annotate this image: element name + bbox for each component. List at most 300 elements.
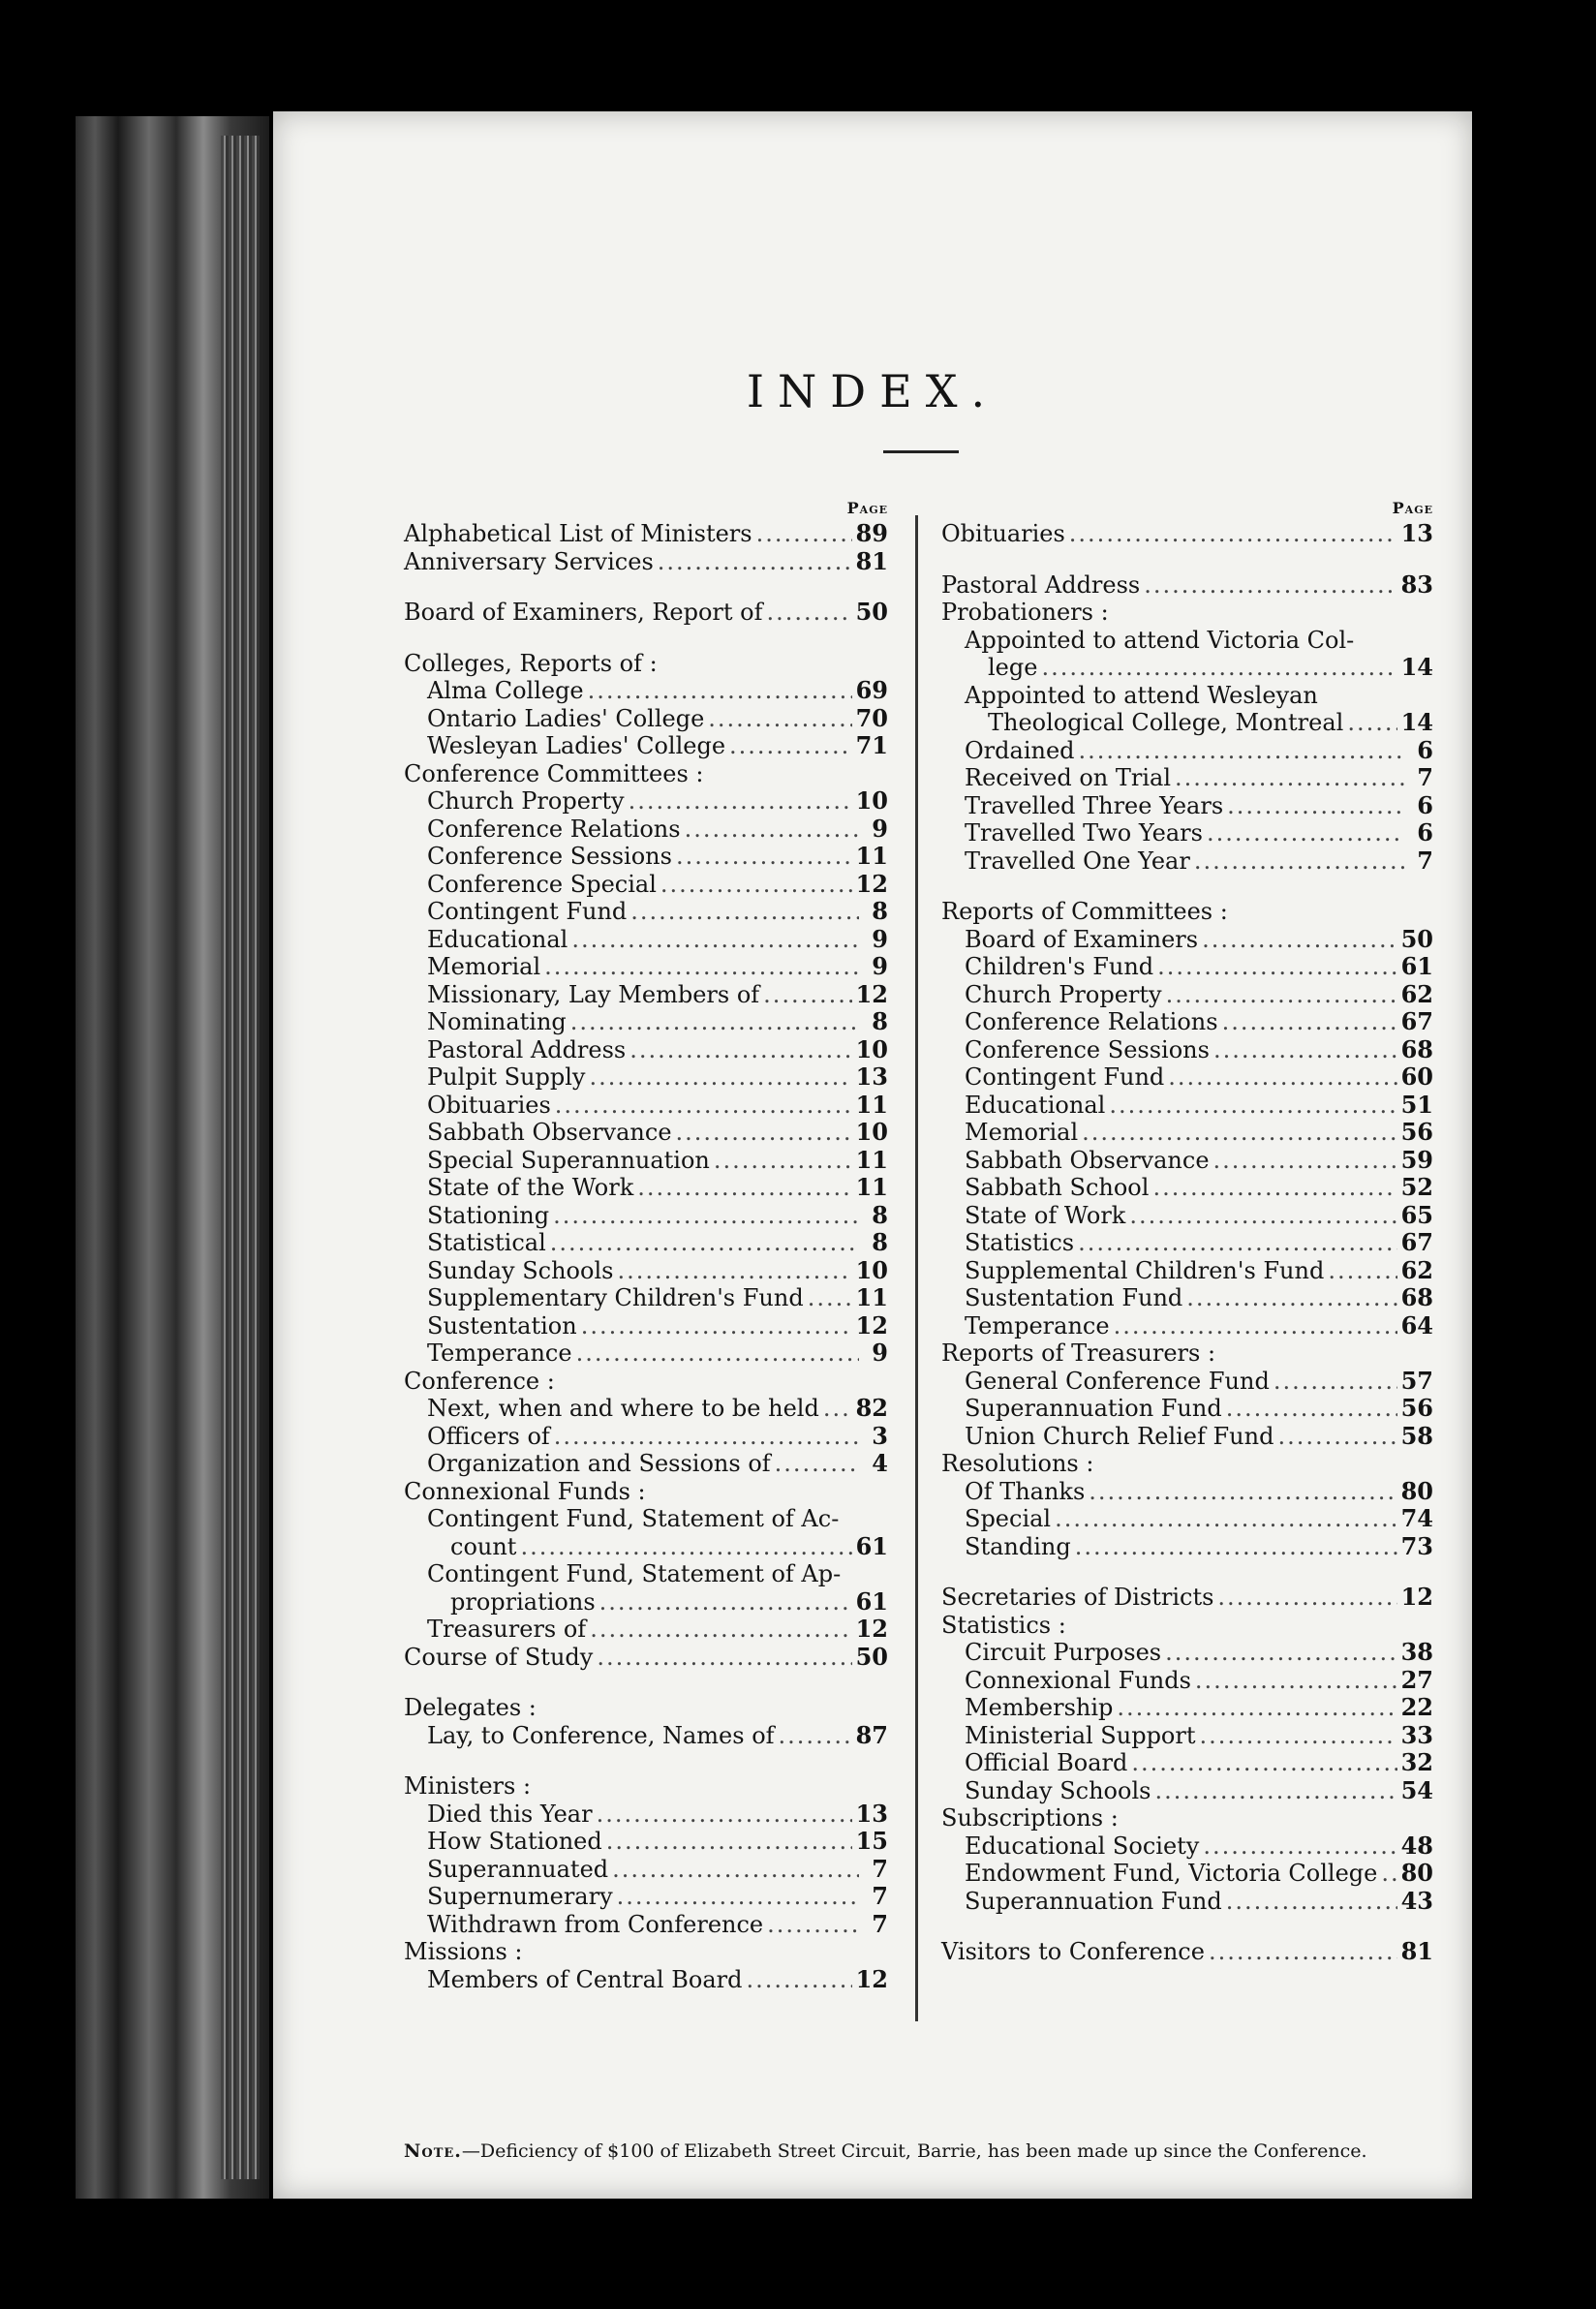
entry-label: Conference Relations <box>965 1008 1218 1035</box>
leader-dots <box>1055 1505 1396 1533</box>
entry-label: Supplemental Children's Fund <box>965 1256 1325 1284</box>
index-entry <box>404 1938 888 1966</box>
entry-label: Educational Society <box>965 1832 1200 1860</box>
index-entry <box>941 1612 1433 1640</box>
leader-dots <box>775 1450 859 1478</box>
entry-label: How Stationed <box>427 1828 602 1855</box>
index-entry <box>404 1616 888 1644</box>
leader-dots <box>767 599 852 627</box>
index-entry <box>941 1202 1433 1230</box>
entry-label: Delegates : <box>404 1694 537 1721</box>
entry-label: State of the Work <box>427 1174 634 1201</box>
leader-dots <box>1082 1119 1396 1147</box>
index-entry <box>941 1368 1433 1396</box>
entry-page-number: 69 <box>855 676 888 704</box>
entry-page-number: 11 <box>855 1173 888 1201</box>
entry-page-number: 89 <box>855 519 888 547</box>
leader-dots <box>660 871 852 899</box>
entry-label: Travelled Two Years <box>965 819 1203 847</box>
entry-label: Church Property <box>427 787 625 815</box>
index-column-right <box>941 499 1433 1966</box>
entry-page-number: 56 <box>1400 1118 1433 1146</box>
leader-dots <box>1157 953 1396 981</box>
entry-label: Official Board <box>965 1749 1128 1776</box>
page-title: INDEX. <box>746 365 999 417</box>
index-entry <box>404 816 888 844</box>
index-entry <box>404 1911 888 1939</box>
entry-label: Temperance <box>427 1339 572 1367</box>
entry-label: Contingent Fund <box>965 1063 1165 1091</box>
index-entry <box>404 926 888 954</box>
index-entry <box>941 1639 1433 1667</box>
leader-dots <box>555 1092 852 1120</box>
entry-label: Superannuation Fund <box>965 1887 1222 1915</box>
entry-page-number: 73 <box>1400 1531 1433 1560</box>
entry-page-number: 4 <box>872 1449 888 1477</box>
entry-page-number: 6 <box>1417 818 1433 847</box>
index-entry <box>941 847 1433 876</box>
entry-label: Pulpit Supply <box>427 1063 586 1091</box>
entry-page-number: 10 <box>855 1118 888 1146</box>
entry-label: Sabbath Observance <box>965 1146 1210 1174</box>
entry-page-number: 82 <box>855 1394 888 1422</box>
entry-page-number: 11 <box>855 1283 888 1311</box>
leader-dots <box>1078 1229 1396 1257</box>
index-entry <box>404 1505 888 1560</box>
leader-dots <box>1079 737 1404 765</box>
entry-label: Conference Sessions <box>427 843 672 870</box>
footnote-lead: Note. <box>404 2140 462 2162</box>
entry-label: Alphabetical List of Ministers <box>404 520 752 547</box>
leader-dots <box>1089 1478 1396 1506</box>
entry-label: Contingent Fund, Statement of Ac- <box>427 1505 840 1532</box>
index-entry <box>404 599 888 627</box>
entry-label: Special Superannuation <box>427 1146 710 1174</box>
entry-page-number: 8 <box>872 1007 888 1035</box>
entry-page-number: 51 <box>1400 1090 1433 1119</box>
entry-page-number: 52 <box>1400 1173 1433 1201</box>
index-entry <box>941 764 1433 792</box>
entry-label: Conference Relations <box>427 815 681 843</box>
entry-label: Of Thanks <box>965 1477 1086 1505</box>
entry-label: Supernumerary <box>427 1883 613 1910</box>
entry-label: Statistical <box>427 1229 546 1256</box>
index-entry <box>941 926 1433 954</box>
leader-dots <box>1131 1749 1396 1777</box>
index-entry <box>941 1888 1433 1916</box>
leader-dots <box>630 898 859 926</box>
entry-label: Missionary, Lay Members of <box>427 980 760 1008</box>
leader-dots <box>1226 1395 1397 1423</box>
entry-label: Organization and Sessions of <box>427 1450 771 1477</box>
footnote <box>404 2140 1435 2162</box>
entry-page-number: 7 <box>872 1854 888 1883</box>
leader-dots <box>1277 1423 1396 1451</box>
entry-label: Conference : <box>404 1367 555 1395</box>
leader-dots <box>1166 981 1397 1009</box>
entry-page-number: 11 <box>855 842 888 870</box>
index-page <box>273 111 1472 2199</box>
leader-dots <box>767 1911 859 1939</box>
leader-dots <box>676 1119 852 1147</box>
leader-dots <box>1274 1368 1397 1396</box>
leader-dots <box>1165 1639 1397 1667</box>
leader-dots <box>685 816 859 844</box>
leader-dots <box>729 732 852 760</box>
index-entry <box>941 1450 1433 1478</box>
entry-label: Probationers : <box>941 599 1109 626</box>
leader-dots <box>589 1063 851 1092</box>
leader-dots <box>1075 1533 1397 1561</box>
entry-label: propriations <box>450 1587 596 1616</box>
entry-page-number: 80 <box>1400 1476 1433 1505</box>
entry-page-number: 12 <box>855 1615 888 1643</box>
entry-label: Sunday Schools <box>965 1776 1151 1804</box>
entry-label: Superannuated <box>427 1855 609 1883</box>
leader-dots <box>544 953 859 981</box>
entry-label: Next, when and where to be held <box>427 1395 819 1422</box>
entry-label: Conference Committees : <box>404 759 704 787</box>
index-entry <box>404 1036 888 1064</box>
index-column-left <box>404 499 888 1993</box>
entry-page-number: 7 <box>872 1882 888 1910</box>
entry-label: State of Work <box>965 1201 1126 1229</box>
entry-label: Ministers : <box>404 1772 532 1800</box>
entry-page-number: 7 <box>1417 846 1433 875</box>
leader-dots <box>1069 520 1397 548</box>
leader-dots <box>1117 1694 1396 1722</box>
index-entry <box>941 1092 1433 1120</box>
entry-label: Travelled One Year <box>965 847 1190 875</box>
entry-label: Ontario Ladies' College <box>427 704 705 732</box>
leader-dots <box>1200 1722 1397 1750</box>
index-entry <box>404 1694 888 1722</box>
leader-dots <box>1114 1312 1397 1340</box>
entry-label: Connexional Funds : <box>404 1477 646 1505</box>
leader-dots <box>1222 1008 1397 1036</box>
entry-label: Pastoral Address <box>427 1035 627 1063</box>
entry-page-number: 9 <box>872 1339 888 1367</box>
entry-page-number: 83 <box>1400 570 1433 599</box>
entry-label: Pastoral Address <box>941 570 1141 599</box>
entry-page-number: 15 <box>855 1827 888 1855</box>
entry-page-number: 3 <box>872 1421 888 1450</box>
entry-label: Secretaries of Districts <box>941 1584 1214 1611</box>
leader-dots <box>714 1147 852 1175</box>
entry-page-number: 81 <box>1400 1937 1433 1965</box>
entry-label: Statistics : <box>941 1611 1066 1639</box>
leader-dots <box>629 787 852 816</box>
entry-page-number: 48 <box>1400 1831 1433 1860</box>
entry-page-number: 7 <box>1417 763 1433 791</box>
leader-dots <box>588 677 852 705</box>
index-entry <box>941 1423 1433 1451</box>
leader-dots <box>1129 1202 1396 1230</box>
entry-page-number: 65 <box>1400 1200 1433 1229</box>
index-entry <box>404 1312 888 1340</box>
index-entry <box>404 1644 888 1672</box>
leader-dots <box>1154 1777 1396 1805</box>
entry-page-number: 11 <box>855 1145 888 1174</box>
entry-page-number: 10 <box>855 1255 888 1284</box>
leader-dots <box>1209 1938 1397 1966</box>
entry-page-number: 6 <box>1417 790 1433 819</box>
leader-dots <box>617 1257 851 1285</box>
entry-label: Membership <box>965 1694 1114 1721</box>
entry-page-number: 22 <box>1400 1693 1433 1721</box>
index-entry <box>941 627 1433 682</box>
leader-dots <box>1217 1584 1396 1612</box>
entry-page-number: 81 <box>855 546 888 575</box>
entry-label: lege <box>988 654 1038 681</box>
index-entry <box>941 737 1433 765</box>
entry-label: Visitors to Conference <box>941 1938 1205 1965</box>
entry-label: Reports of Committees : <box>941 898 1228 925</box>
index-entry <box>404 1257 888 1285</box>
index-entry <box>404 1147 888 1175</box>
entry-page-number: 71 <box>855 731 888 759</box>
entry-label: Nominating <box>427 1008 567 1035</box>
entry-page-number: 74 <box>1400 1504 1433 1532</box>
entry-label: Theological College, Montreal <box>988 709 1344 736</box>
entry-page-number: 60 <box>1400 1062 1433 1091</box>
index-entry <box>404 871 888 899</box>
entry-page-number: 54 <box>1400 1775 1433 1804</box>
leader-dots <box>676 843 852 871</box>
index-entry <box>404 1828 888 1856</box>
entry-label: Anniversary Services <box>404 547 654 575</box>
entry-label: Board of Examiners <box>965 925 1199 953</box>
leader-dots <box>1194 847 1404 876</box>
entry-label: Endowment Fund, Victoria College <box>965 1860 1378 1887</box>
index-entry <box>404 1063 888 1092</box>
entry-page-number: 61 <box>855 1586 888 1616</box>
index-entry <box>404 1450 888 1478</box>
book-page-edges <box>76 116 269 2199</box>
index-entry <box>404 1202 888 1230</box>
index-entry <box>941 1284 1433 1312</box>
entry-label: Sustentation Fund <box>965 1284 1183 1311</box>
entry-label: Union Church Relief Fund <box>965 1422 1274 1450</box>
index-entry <box>941 1257 1433 1285</box>
index-entry <box>404 1174 888 1202</box>
leader-dots <box>520 1533 851 1561</box>
index-entry <box>404 1395 888 1423</box>
entry-page-number: 10 <box>855 1034 888 1063</box>
leader-dots <box>1226 1888 1397 1916</box>
index-entry <box>941 1722 1433 1750</box>
index-entry <box>941 1584 1433 1612</box>
index-entry <box>941 1174 1433 1202</box>
leader-dots <box>1195 1667 1397 1695</box>
entry-label: Travelled Three Years <box>965 791 1224 819</box>
entry-page-number: 12 <box>855 1310 888 1339</box>
index-entry <box>404 787 888 816</box>
entry-page-number: 58 <box>1400 1421 1433 1450</box>
index-entry <box>404 843 888 871</box>
entry-label: Educational <box>965 1091 1106 1119</box>
entry-page-number: 13 <box>855 1062 888 1091</box>
entry-label: Died this Year <box>427 1800 593 1828</box>
entry-page-number: 67 <box>1400 1228 1433 1256</box>
entry-label: Reports of Treasurers : <box>941 1339 1216 1367</box>
entry-label: Members of Central Board <box>427 1965 743 1993</box>
entry-page-number: 62 <box>1400 979 1433 1008</box>
leader-dots <box>553 1202 859 1230</box>
entry-page-number: 57 <box>1400 1366 1433 1395</box>
entry-label: Supplementary Children's Fund <box>427 1284 804 1311</box>
index-entry <box>404 898 888 926</box>
leader-dots <box>571 926 859 954</box>
index-entry <box>941 1694 1433 1722</box>
entry-label: Received on Trial <box>965 764 1172 791</box>
entry-page-number: 12 <box>855 1964 888 1993</box>
entry-page-number: 12 <box>1400 1583 1433 1611</box>
leader-dots <box>550 1229 859 1257</box>
entry-label: Conference Sessions <box>965 1035 1210 1063</box>
entry-label: Statistics <box>965 1229 1075 1256</box>
entry-page-number: 11 <box>855 1090 888 1119</box>
entry-page-number: 12 <box>855 869 888 898</box>
leader-dots <box>1202 926 1397 954</box>
index-entry <box>404 1478 888 1506</box>
index-entry <box>404 677 888 705</box>
index-entry <box>941 1533 1433 1561</box>
title-rule <box>883 450 959 453</box>
entry-label: Children's Fund <box>965 953 1154 980</box>
leader-dots <box>590 1616 851 1644</box>
index-entry <box>404 705 888 733</box>
index-entry <box>941 1505 1433 1533</box>
entry-page-number: 14 <box>1400 653 1433 681</box>
leader-dots <box>629 1036 851 1064</box>
index-entry <box>941 1312 1433 1340</box>
entry-page-number: 8 <box>872 1228 888 1256</box>
index-entry <box>941 898 1433 926</box>
index-entry <box>941 1804 1433 1832</box>
leader-dots <box>1347 709 1396 737</box>
entry-page-number: 33 <box>1400 1720 1433 1749</box>
entry-label: Special <box>965 1505 1052 1532</box>
entry-label: Contingent Fund <box>427 898 628 925</box>
entry-page-number: 67 <box>1400 1007 1433 1035</box>
leader-dots <box>1227 792 1404 820</box>
leader-dots <box>612 1856 859 1884</box>
index-entry <box>404 1856 888 1884</box>
entry-label: Circuit Purposes <box>965 1639 1162 1666</box>
entry-page-number: 61 <box>1400 952 1433 980</box>
entry-page-number: 9 <box>872 924 888 953</box>
entry-page-number: 10 <box>855 786 888 815</box>
entry-label: Educational <box>427 925 568 953</box>
entry-label: Officers of <box>427 1422 550 1450</box>
entry-label: Sunday Schools <box>427 1256 614 1284</box>
index-entry <box>941 1008 1433 1036</box>
entry-page-number: 8 <box>872 1200 888 1229</box>
index-entry <box>404 1883 888 1911</box>
entry-label: Ministerial Support <box>965 1721 1196 1749</box>
leader-dots <box>637 1174 851 1202</box>
leader-dots <box>746 1966 851 1994</box>
page-column-header-left: Page <box>846 499 888 517</box>
entry-label: Resolutions : <box>941 1450 1094 1477</box>
entry-label: Conference Special <box>427 870 657 898</box>
index-entry <box>941 599 1433 627</box>
entry-label: Connexional Funds <box>965 1666 1191 1694</box>
index-entry <box>941 1147 1433 1175</box>
entry-page-number: 50 <box>855 1642 888 1671</box>
leader-dots <box>1207 819 1404 847</box>
index-entry <box>941 571 1433 600</box>
leader-dots <box>576 1339 859 1368</box>
index-entry <box>941 1777 1433 1805</box>
entry-page-number: 7 <box>872 1909 888 1938</box>
entry-label: count <box>450 1532 517 1560</box>
index-entry <box>404 1119 888 1147</box>
entry-page-number: 38 <box>1400 1638 1433 1666</box>
column-divider <box>915 515 918 2021</box>
index-entry <box>941 1036 1433 1064</box>
entry-label: Alma College <box>427 677 584 704</box>
entry-page-number: 43 <box>1400 1886 1433 1915</box>
leader-dots <box>581 1312 852 1340</box>
entry-label: Board of Examiners, Report of <box>404 599 763 626</box>
entry-page-number: 8 <box>872 897 888 925</box>
index-entry <box>941 981 1433 1009</box>
entry-label: Sabbath Observance <box>427 1119 672 1146</box>
entry-page-number: 14 <box>1400 708 1433 736</box>
index-entry <box>404 1560 888 1616</box>
leader-dots <box>1109 1092 1396 1120</box>
entry-page-number: 32 <box>1400 1748 1433 1776</box>
leader-dots <box>597 1644 851 1672</box>
entry-label: Stationing <box>427 1201 550 1229</box>
leader-dots <box>658 548 852 576</box>
index-entry <box>404 1092 888 1120</box>
leader-dots <box>1168 1063 1396 1092</box>
index-entry <box>404 760 888 788</box>
index-entry <box>404 1772 888 1801</box>
index-entry <box>404 1423 888 1451</box>
entry-label: Memorial <box>965 1119 1079 1146</box>
entry-label: Wesleyan Ladies' College <box>427 732 726 759</box>
entry-page-number: 56 <box>1400 1394 1433 1422</box>
leader-dots <box>1041 654 1396 682</box>
leader-dots <box>1152 1174 1396 1202</box>
entry-label: Sabbath School <box>965 1174 1150 1201</box>
entry-page-number: 9 <box>872 952 888 980</box>
index-entry <box>404 1966 888 1994</box>
entry-page-number: 68 <box>1400 1283 1433 1311</box>
entry-label: Standing <box>965 1532 1071 1560</box>
leader-dots <box>823 1395 852 1423</box>
entry-label: Appointed to attend Wesleyan <box>965 681 1318 709</box>
entry-label: Treasurers of <box>427 1616 587 1643</box>
leader-dots <box>779 1722 852 1750</box>
index-entry <box>404 1801 888 1829</box>
entry-page-number: 64 <box>1400 1310 1433 1339</box>
entry-label: Missions : <box>404 1938 523 1965</box>
leader-dots <box>1144 571 1396 600</box>
entry-label: Lay, to Conference, Names of <box>427 1721 775 1749</box>
index-entry <box>404 1284 888 1312</box>
entry-label: Appointed to attend Victoria Col- <box>965 626 1355 654</box>
index-entry <box>941 1119 1433 1147</box>
index-entry <box>941 1478 1433 1506</box>
entry-label: General Conference Fund <box>965 1367 1270 1395</box>
entry-page-number: 50 <box>1400 924 1433 953</box>
index-entry <box>941 1667 1433 1695</box>
